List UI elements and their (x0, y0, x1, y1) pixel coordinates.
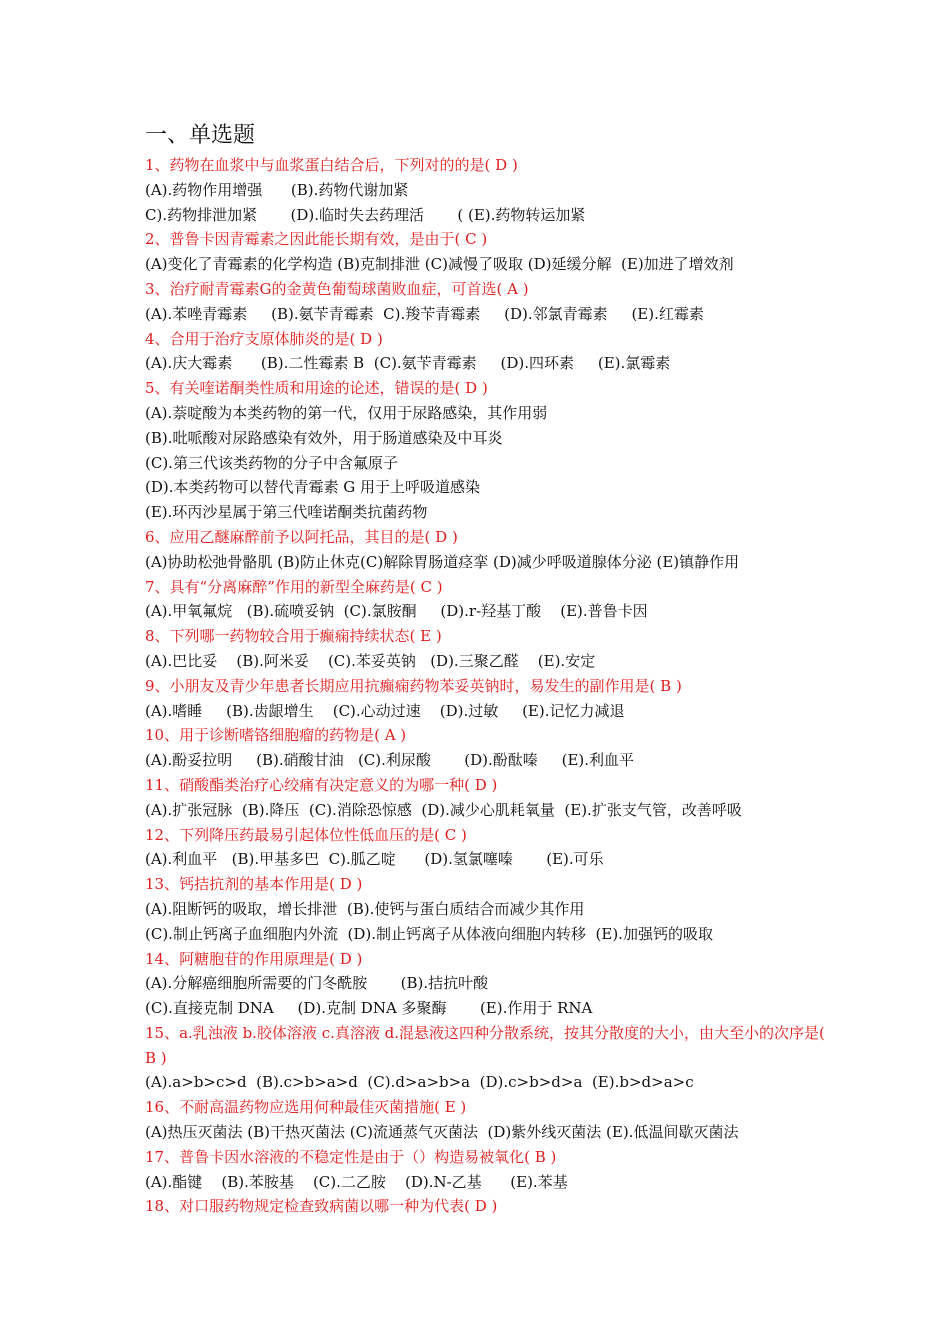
question-1-options-line: C).药物排泄加紧 (D).临时失去药理活 ( (E).药物转运加紧 (145, 205, 586, 224)
question-16-options-line: (A)热压灭菌法 (B)干热灭菌法 (C)流通蒸气灭菌法 (D)紫外线灭菌法 (E).低温间歇灭菌法 (145, 1123, 739, 1142)
question-5: 5、有关喹诺酮类性质和用途的论述，错误的是( D ) (145, 379, 488, 398)
question-1: 1、药物在血浆中与血浆蛋白结合后，下列对的的是( D ) (145, 156, 518, 174)
question-7: 7、具有“分离麻醉”作用的新型全麻药是( C ) (145, 577, 443, 596)
question-7-options-line: (A).甲氧氟烷 (B).硫喷妥钠 (C).氯胺酮 (D).r-羟基丁酸 (E).普鲁卡因 (145, 602, 648, 621)
question-9-options-line: (A).嗜睡 (B).齿龈增生 (C).心动过速 (D).过敏 (E).记忆力减退 (145, 701, 625, 720)
question-13: 13、钙拮抗剂的基本作用是( D ) (145, 875, 363, 894)
section-title: 一、单选题 (145, 123, 256, 148)
question-9: 9、小朋友及青少年患者长期应用抗癫痫药物苯妥英钠时，易发生的副作用是( B ) (145, 676, 682, 695)
question-5-options-line: (A).萘啶酸为本类药物的第一代，仅用于尿路感染，其作用弱 (145, 403, 548, 422)
question-4: 4、合用于治疗支原体肺炎的是( D ) (145, 329, 383, 348)
question-12: 12、下列降压药最易引起体位性低血压的是( C ) (145, 825, 467, 844)
question-10: 10、用于诊断嗜铬细胞瘤的药物是( A ) (145, 726, 407, 745)
question-5-options-line: (C).第三代该类药物的分子中含氟原子 (145, 453, 398, 472)
question-8-options-line: (A).巴比妥 (B).阿米妥 (C).苯妥英钠 (D).三聚乙醛 (E).安定 (145, 651, 596, 670)
question-2-options-line: (A)变化了青霉素的化学构造 (B)克制排泄 (C)减慢了吸取 (D)延缓分解 (E)加进了增效剂 (145, 255, 734, 274)
question-6-options-line: (A)协助松弛骨骼肌 (B)防止休克(C)解除胃肠道痉挛 (D)减少呼吸道腺体分泌 (E)镇静作用 (145, 552, 740, 571)
question-4-options-line: (A).庆大霉素 (B).二性霉素 B (C).氨苄青霉素 (D).四环素 (E).氯霉素 (145, 354, 671, 373)
question-15-options-line: (A).a>b>c>d (B).c>b>a>d (C).d>a>b>a (D).c>b>d>a (E).b>d>a>c (145, 1073, 694, 1092)
question-2: 2、普鲁卡因青霉素之因此能长期有效，是由于( C ) (145, 230, 488, 249)
question-11-options-line: (A).扩张冠脉 (B).降压 (C).消除恐惊感 (D).减少心肌耗氧量 (E).扩张支气管，改善呼吸 (145, 800, 742, 819)
question-13-options-line: (C).制止钙离子血细胞内外流 (D).制止钙离子从体液向细胞内转移 (E).加强钙的吸取 (145, 924, 713, 943)
question-11: 11、硝酸酯类治疗心绞痛有决定意义的为哪一种( D ) (145, 775, 498, 794)
question-16: 16、不耐高温药物应选用何种最佳灭菌措施( E ) (145, 1098, 467, 1117)
question-14-options-line: (C).直接克制 DNA (D).克制 DNA 多聚酶 (E).作用于 RNA (145, 999, 593, 1018)
question-14: 14、阿糖胞苷的作用原理是( D ) (145, 949, 363, 968)
question-5-options-line: (E).环丙沙星属于第三代喹诺酮类抗菌药物 (145, 503, 428, 522)
question-1-options-line: (A).药物作用增强 (B).药物代谢加紧 (145, 180, 409, 199)
question-6: 6、应用乙醚麻醉前予以阿托品，其目的是( D ) (145, 527, 458, 546)
question-17-options-line: (A).酯键 (B).苯胺基 (C).二乙胺 (D).N-乙基 (E).苯基 (145, 1172, 568, 1191)
question-12-options-line: (A).利血平 (B).甲基多巴 C).胍乙啶 (D).氢氯噻嗪 (E).可乐 (145, 850, 604, 869)
question-5-options-line: (B).吡哌酸对尿路感染有效外，用于肠道感染及中耳炎 (145, 428, 503, 447)
question-3: 3、治疗耐青霉素G的金黄色葡萄球菌败血症，可首选( A ) (145, 279, 529, 298)
question-17: 17、普鲁卡因水溶液的不稳定性是由于（）构造易被氧化( B ) (145, 1147, 557, 1166)
question-10-options-line: (A).酚妥拉明 (B).硝酸甘油 (C).利尿酸 (D).酚酞嗪 (E).利血平 (145, 751, 635, 770)
question-8: 8、下列哪一药物较合用于癫痫持续状态( E ) (145, 627, 442, 646)
question-list (145, 120, 825, 1219)
question-13-options-line: (A).阻断钙的吸取，增长排泄 (B).使钙与蛋白质结合而减少其作用 (145, 899, 585, 918)
question-3-options-line: (A).苯唑青霉素 (B).氨苄青霉素 C).羧苄青霉素 (D).邻氯青霉素 (E).红霉素 (145, 304, 704, 323)
question-14-options-line: (A).分解癌细胞所需要的门冬酰胺 (B).拮抗叶酸 (145, 974, 489, 993)
question-5-options-line: (D).本类药物可以替代青霉素 G 用于上呼吸道感染 (145, 478, 481, 497)
question-18: 18、对口服药物规定检查致病菌以哪一种为代表( D ) (145, 1197, 498, 1216)
question-15: 15、a.乳浊液 b.胶体溶液 c.真溶液 d.混悬液这四种分散系统，按其分散度的大小，由大至小的次序是( B ) (145, 1023, 825, 1067)
